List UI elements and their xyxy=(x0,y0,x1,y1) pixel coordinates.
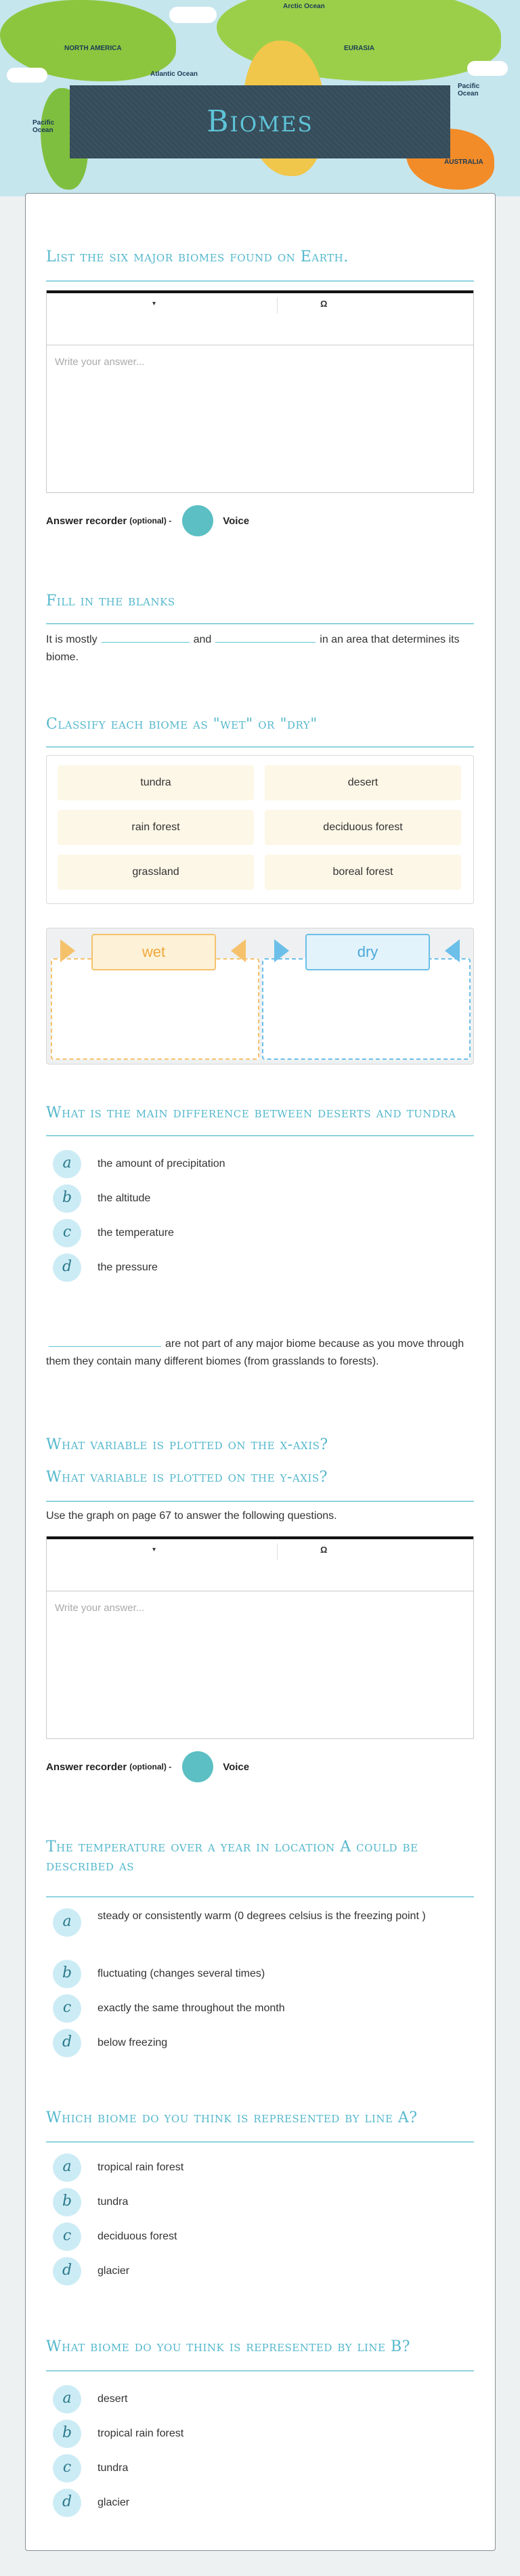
bucket-wet[interactable] xyxy=(51,958,259,1060)
option-label: desert xyxy=(98,2393,128,2405)
instruction-text: Use the graph on page 67 to answer the following questions. xyxy=(46,1510,337,1522)
option-label: tropical rain forest xyxy=(98,2162,184,2173)
bucket-wet-label: wet xyxy=(91,934,216,970)
heading-rule xyxy=(46,2141,474,2143)
toolbar-separator xyxy=(277,297,278,314)
toolbar-separator xyxy=(277,1543,278,1560)
option-row[interactable] xyxy=(53,2188,473,2216)
option-label: tundra xyxy=(98,2196,129,2208)
dropdown-caret-icon[interactable]: ▾ xyxy=(152,300,156,307)
question-heading: What variable is plotted on the x-axis? xyxy=(46,1436,328,1453)
classify-buckets xyxy=(46,928,474,1065)
option-row[interactable] xyxy=(53,2029,473,2057)
question-heading: The temperature over a year in location A could be described as xyxy=(46,1839,418,1874)
dropdown-caret-icon[interactable]: ▾ xyxy=(152,1546,156,1553)
option-row[interactable] xyxy=(53,1908,473,1937)
editor-toolbar xyxy=(47,1537,473,1591)
option-row[interactable] xyxy=(53,1150,473,1178)
question-heading: What is the main difference between deserts and tundra xyxy=(46,1104,456,1121)
draggable-item[interactable]: grassland xyxy=(58,855,254,890)
option-row[interactable] xyxy=(53,1960,473,1988)
option-letter: a xyxy=(53,2153,81,2182)
voice-label: Voice xyxy=(223,515,250,527)
question-heading: What biome do you think is represented by line B? xyxy=(46,2338,410,2355)
option-letter: d xyxy=(53,1253,81,1282)
answer-textarea[interactable]: Write your answer... xyxy=(55,1602,145,1614)
answer-editor[interactable] xyxy=(46,290,474,493)
option-row[interactable] xyxy=(53,2385,473,2413)
option-letter: d xyxy=(53,2489,81,2517)
cloud xyxy=(169,7,217,23)
map-label: Arctic Ocean xyxy=(283,3,325,10)
option-letter: b xyxy=(53,1184,81,1213)
option-label: tropical rain forest xyxy=(98,2428,184,2439)
map-label: AUSTRALIA xyxy=(444,158,483,166)
bucket-dry[interactable] xyxy=(262,958,471,1060)
page-title: Biomes xyxy=(207,104,313,139)
blank-text-2: and xyxy=(193,634,212,645)
option-letter: c xyxy=(53,2454,81,2483)
fill-blanks-text xyxy=(46,630,474,666)
question-heading: List the six major biomes found on Earth. xyxy=(46,249,349,265)
recorder-label: Answer recorder xyxy=(46,1761,127,1773)
bucket-dry-label: dry xyxy=(305,934,430,970)
cloud xyxy=(467,61,508,76)
option-label: the altitude xyxy=(98,1193,151,1204)
map-label: NORTH AMERICA xyxy=(64,45,122,52)
heading-rule xyxy=(46,1896,474,1897)
draggable-item[interactable]: rain forest xyxy=(58,810,254,845)
heading-rule xyxy=(46,1501,474,1502)
record-button[interactable] xyxy=(182,1751,213,1782)
draggable-item[interactable]: deciduous forest xyxy=(265,810,461,845)
draggable-item[interactable]: boreal forest xyxy=(265,855,461,890)
recorder-optional: (optional) - xyxy=(129,516,172,525)
blank-text-3: in an area that determines its biome. xyxy=(46,634,460,663)
answer-recorder xyxy=(46,505,249,536)
option-label: fluctuating (changes several times) xyxy=(98,1968,265,1979)
option-row[interactable] xyxy=(53,2420,473,2448)
option-label: tundra xyxy=(98,2462,129,2474)
option-label: steady or consistently warm (0 degrees celsius is the freezing point ) xyxy=(98,1910,426,1922)
map-label: Pacific Ocean xyxy=(458,83,480,98)
special-char-icon[interactable]: Ω xyxy=(320,299,328,309)
option-row[interactable] xyxy=(53,1994,473,2023)
option-letter: b xyxy=(53,2420,81,2448)
option-letter: c xyxy=(53,1219,81,1247)
map-label: Atlantic Ocean xyxy=(150,70,198,78)
answer-textarea[interactable]: Write your answer... xyxy=(55,356,145,368)
fill-blank-sentence xyxy=(46,1334,474,1371)
option-letter: d xyxy=(53,2029,81,2057)
record-button[interactable] xyxy=(182,505,213,536)
map-label: EURASIA xyxy=(344,45,375,52)
answer-editor[interactable] xyxy=(46,1536,474,1739)
blank-text-1: It is mostly xyxy=(46,634,98,645)
option-label: the pressure xyxy=(98,1262,158,1273)
ribbon-tail xyxy=(445,939,460,962)
option-letter: a xyxy=(53,2385,81,2413)
option-label: glacier xyxy=(98,2265,130,2277)
voice-label: Voice xyxy=(223,1761,250,1773)
option-letter: b xyxy=(53,2188,81,2216)
heading-rule xyxy=(46,280,474,282)
recorder-label: Answer recorder xyxy=(46,515,127,527)
ribbon-tail xyxy=(274,939,289,962)
option-row[interactable] xyxy=(53,1219,473,1247)
heading-rule xyxy=(46,623,474,624)
blank-input-2[interactable] xyxy=(215,630,316,643)
cloud xyxy=(7,68,47,83)
map-label: Pacific Ocean xyxy=(32,119,55,134)
question-heading: Which biome do you think is represented by line A? xyxy=(46,2109,418,2126)
option-row[interactable] xyxy=(53,2153,473,2182)
special-char-icon[interactable]: Ω xyxy=(320,1545,328,1555)
option-letter: a xyxy=(53,1908,81,1937)
option-label: below freezing xyxy=(98,2037,168,2048)
ribbon-tail xyxy=(231,939,246,962)
option-row[interactable] xyxy=(53,2454,473,2483)
blank-input-1[interactable] xyxy=(102,630,190,643)
option-letter: d xyxy=(53,2257,81,2285)
heading-rule xyxy=(46,1135,474,1136)
option-label: the temperature xyxy=(98,1227,174,1239)
heading-rule xyxy=(46,2370,474,2371)
blank-sentence-text: are not part of any major biome because as you move through them they contain many different biomes (from grasslands to forests). xyxy=(46,1338,464,1367)
blank-input-3[interactable] xyxy=(49,1334,161,1347)
option-row[interactable] xyxy=(53,2223,473,2251)
option-row[interactable] xyxy=(53,2489,473,2517)
option-label: exactly the same throughout the month xyxy=(98,2002,285,2014)
option-letter: c xyxy=(53,2223,81,2251)
option-label: deciduous forest xyxy=(98,2231,177,2242)
draggable-item[interactable]: desert xyxy=(265,765,461,800)
recorder-optional: (optional) - xyxy=(129,1762,172,1772)
option-letter: b xyxy=(53,1960,81,1988)
question-heading: Classify each biome as "wet" or "dry" xyxy=(46,716,318,733)
classify-items xyxy=(46,755,474,904)
option-letter: a xyxy=(53,1150,81,1178)
editor-toolbar xyxy=(47,291,473,345)
draggable-item[interactable]: tundra xyxy=(58,765,254,800)
question-heading: Fill in the blanks xyxy=(46,593,175,609)
option-letter: c xyxy=(53,1994,81,2023)
answer-recorder xyxy=(46,1751,249,1782)
option-label: glacier xyxy=(98,2497,130,2508)
ribbon-tail xyxy=(60,939,75,962)
option-row[interactable] xyxy=(53,1184,473,1213)
question-heading: What variable is plotted on the y-axis? xyxy=(46,1469,328,1486)
option-row[interactable] xyxy=(53,1253,473,1282)
option-row[interactable] xyxy=(53,2257,473,2285)
title-box xyxy=(70,85,450,158)
option-label: the amount of precipitation xyxy=(98,1158,225,1169)
heading-rule xyxy=(46,746,474,748)
